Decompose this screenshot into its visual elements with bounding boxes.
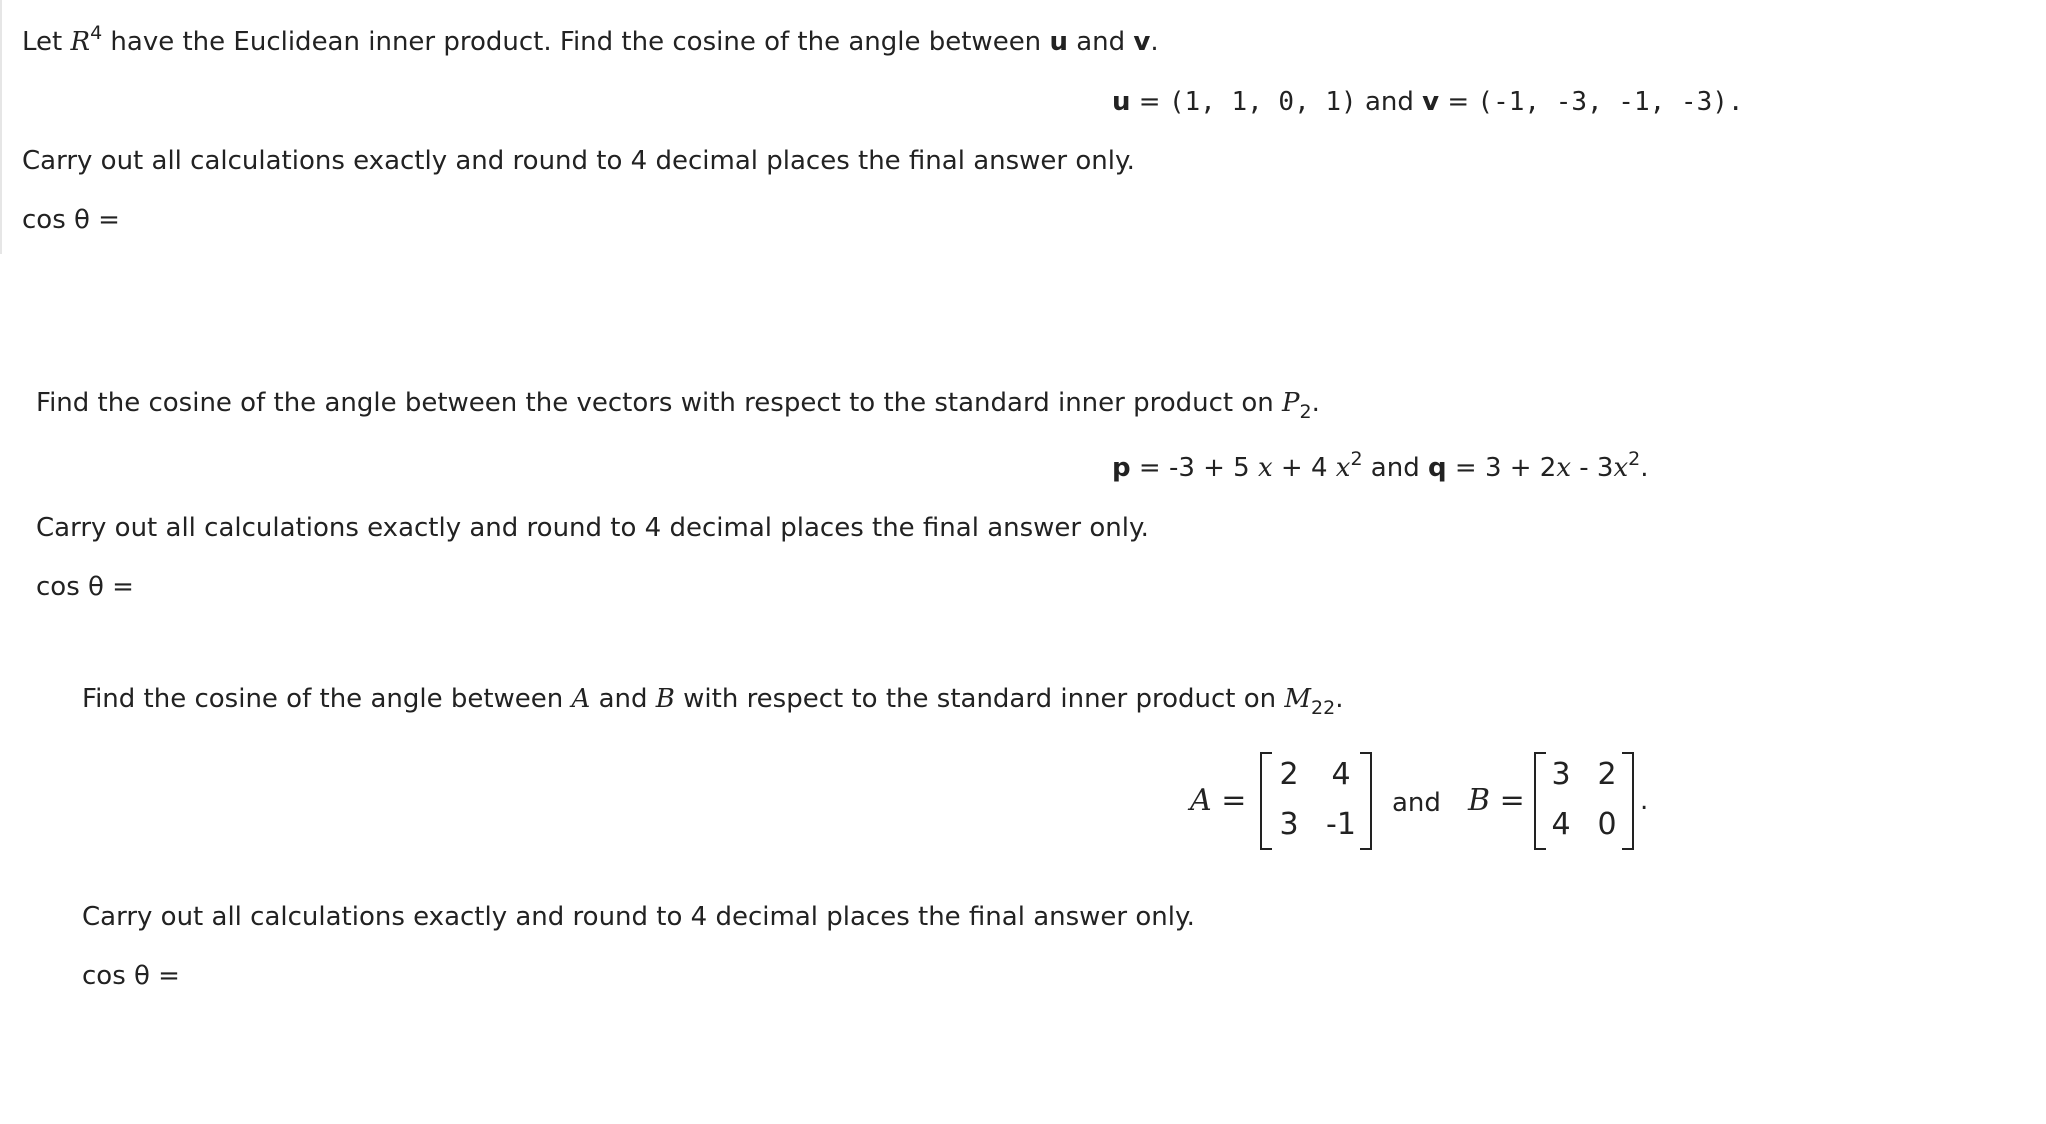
matrix-a-label: A = (1190, 783, 1247, 818)
matrix-b (1534, 752, 1634, 850)
matrix-end-period: . (1640, 786, 1649, 816)
problem3-answer-label: cos θ = (82, 961, 180, 991)
matrix-b-label: B = (1468, 783, 1525, 818)
problem2-polynomials: p = -3 + 5 x + 4 $x^2$ and $q = 3 + 2x - 3x^2$. (1112, 448, 1649, 483)
problem3-prompt: Find the cosine of the angle between A and B with respect to the standard inner product on $M_{22}$. (82, 684, 1344, 719)
matrix-a-cell: 2 (1279, 757, 1299, 792)
problem2-answer-label: cos θ = (36, 572, 134, 602)
left-border (0, 0, 2, 254)
problem2-prompt: Find the cosine of the angle between the vectors with respect to the standard inner product on $P_2$. (36, 388, 1320, 423)
matrix-and-label: and (1392, 788, 1441, 818)
matrix-b-cell: 0 (1597, 807, 1617, 842)
problem1-prompt: Let $R^4$ have the Euclidean inner product. Find the cosine of the angle between u and v. (22, 22, 1159, 57)
problem2-instruction: Carry out all calculations exactly and round to 4 decimal places the final answer only. (36, 513, 1149, 543)
matrix-a-cell: 3 (1279, 807, 1299, 842)
problem3-instruction: Carry out all calculations exactly and round to 4 decimal places the final answer only. (82, 902, 1195, 932)
matrix-b-cell: 2 (1597, 757, 1617, 792)
matrix-a-cell: -1 (1326, 807, 1356, 842)
matrix-a (1260, 752, 1372, 850)
problem1-answer-label: cos θ = (22, 205, 120, 235)
matrix-a-cell: 4 (1331, 757, 1351, 792)
matrix-b-cell: 3 (1551, 757, 1571, 792)
matrix-b-cell: 4 (1551, 807, 1571, 842)
problem1-vectors: u = (1, 1, 0, 1) and v = (-1, -3, -1, -3). (1112, 87, 1744, 117)
problem1-instruction: Carry out all calculations exactly and round to 4 decimal places the final answer only. (22, 146, 1135, 176)
